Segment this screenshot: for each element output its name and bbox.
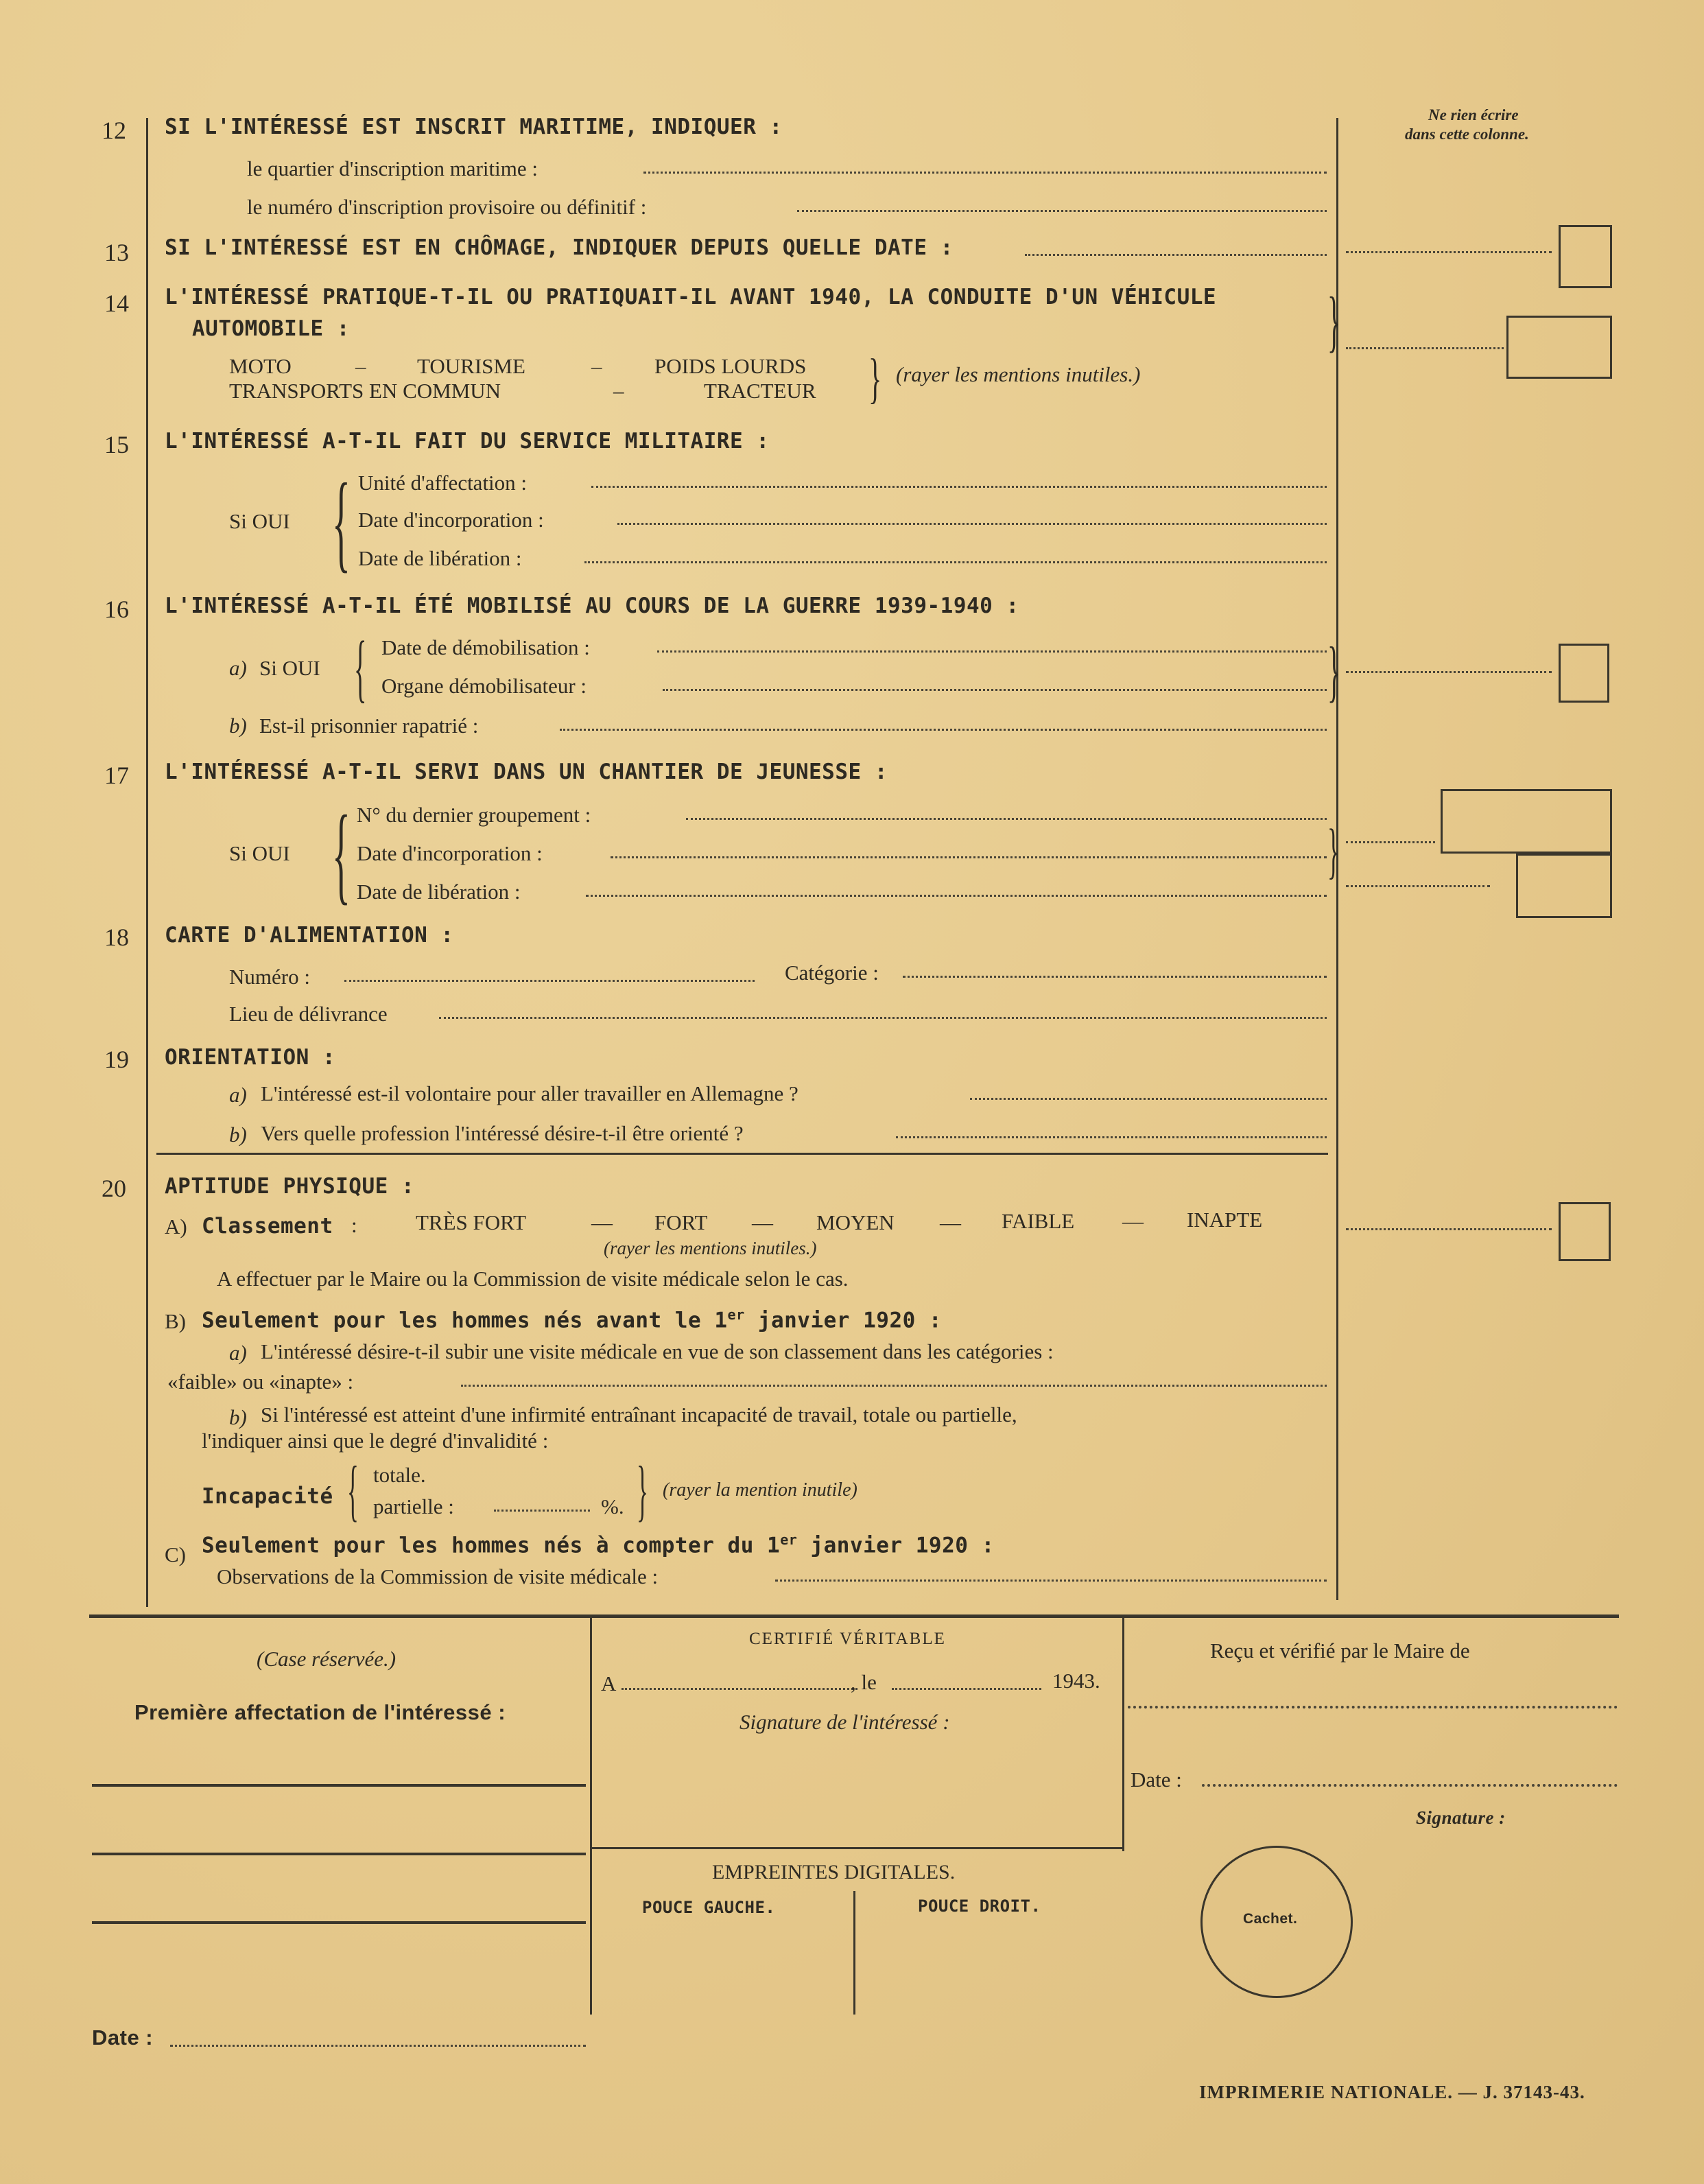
certifie-place-field[interactable]	[622, 1688, 857, 1690]
visite-medicale-question-line2: «faible» ou «inapte» :	[167, 1370, 354, 1394]
main-bottom-rule	[89, 1614, 1619, 1618]
section-19-b-letter: b)	[229, 1123, 247, 1147]
section-16-a-si-oui: Si OUI	[259, 656, 320, 680]
infirmite-line1: Si l'intéressé est atteint d'une infirmité entraînant incapacité de travail, totale ou partielle,	[261, 1402, 1017, 1426]
option-dash-1: —	[591, 1210, 613, 1234]
section-17-brace: {	[332, 792, 351, 915]
date-liberation-17-field[interactable]	[586, 895, 1327, 897]
pouce-droit-area[interactable]	[857, 1921, 1121, 2013]
section-12-number: 12	[102, 117, 126, 144]
section-15-number: 15	[104, 431, 129, 458]
empreintes-digitales: EMPREINTES DIGITALES.	[712, 1861, 956, 1883]
date-incorporation-15-field[interactable]	[617, 523, 1327, 525]
option-inapte: INAPTE	[1187, 1208, 1263, 1232]
margin-16-field[interactable]	[1346, 671, 1552, 673]
margin-13-field[interactable]	[1346, 251, 1552, 253]
section-16-b-letter: b)	[229, 714, 247, 738]
incapacite-totale: totale.	[373, 1463, 426, 1487]
prisonnier-rapatrie-label: Est-il prisonnier rapatrié :	[259, 714, 479, 738]
numero-field[interactable]	[344, 980, 755, 982]
margin-17-field-1[interactable]	[1346, 841, 1435, 843]
margin-14-field[interactable]	[1346, 347, 1504, 349]
vehicle-dash-3: –	[613, 379, 624, 403]
margin-20-field[interactable]	[1346, 1228, 1552, 1230]
option-dash-4: —	[1122, 1209, 1144, 1233]
certifie-a: A	[601, 1671, 617, 1695]
section-13-heading: SI L'INTÉRESSÉ EST EN CHÔMAGE, INDIQUER DEPUIS QUELLE DATE :	[165, 235, 954, 260]
incapacite-brace-right: }	[637, 1452, 648, 1528]
observations-label: Observations de la Commission de visite médicale :	[217, 1564, 659, 1588]
date-incorporation-15-label: Date d'incorporation :	[358, 508, 544, 532]
classement-label: Classement	[202, 1214, 333, 1238]
vehicle-tracteur: TRACTEUR	[704, 379, 816, 403]
section-15-heading: L'INTÉRESSÉ A-T-IL FAIT DU SERVICE MILITAIRE :	[165, 429, 770, 454]
classement-colon: :	[351, 1213, 357, 1237]
infirmite-line2: l'indiquer ainsi que le degré d'invalidité :	[202, 1429, 549, 1453]
incapacite-note: (rayer la mention inutile)	[663, 1479, 857, 1501]
section-13-number: 13	[104, 239, 129, 266]
vehicle-poids-lourds: POIDS LOURDS	[654, 354, 807, 378]
incapacite-percent-sign: %.	[601, 1494, 624, 1518]
premiere-affectation-label: Première affectation de l'intéressé :	[134, 1700, 506, 1724]
left-border-rule	[146, 118, 148, 1607]
unite-affectation-field[interactable]	[591, 486, 1327, 488]
organe-demobilisateur-field[interactable]	[663, 689, 1327, 691]
section-18-number: 18	[104, 924, 129, 951]
date-liberation-15-field[interactable]	[584, 561, 1327, 563]
section-14-heading-line1: L'INTÉRESSÉ PRATIQUE-T-IL OU PRATIQUAIT-IL AVANT 1940, LA CONDUITE D'UN VÉHICULE	[165, 285, 1217, 309]
demobilisation-date-field[interactable]	[657, 650, 1327, 653]
section-16-brace: {	[354, 626, 367, 709]
dernier-groupement-label: N° du dernier groupement :	[357, 803, 591, 827]
dernier-groupement-field[interactable]	[686, 818, 1327, 820]
section-16-right-brace: }	[1327, 633, 1341, 709]
section-18-heading: CARTE D'ALIMENTATION :	[165, 923, 454, 948]
vehicle-transports: TRANSPORTS EN COMMUN	[229, 379, 501, 403]
option-fort: FORT	[654, 1210, 708, 1234]
categorie-field[interactable]	[903, 976, 1327, 978]
profession-orientation-label: Vers quelle profession l'intéressé désire-t-il être orienté ?	[261, 1121, 744, 1145]
section-17-right-brace: }	[1327, 817, 1340, 885]
vehicle-tourisme: TOURISME	[417, 354, 525, 378]
section-19-20-divider	[156, 1153, 1328, 1155]
section-16-number: 16	[104, 596, 129, 623]
option-faible: FAIBLE	[1002, 1209, 1075, 1233]
section-19-number: 19	[104, 1046, 129, 1073]
organe-demobilisateur-label: Organe démobilisateur :	[381, 674, 587, 698]
date-incorporation-17-label: Date d'incorporation :	[357, 841, 543, 865]
certifie-le: , le	[851, 1670, 877, 1694]
empreintes-center-divider	[853, 1891, 855, 2015]
maritime-number-label: le numéro d'inscription provisoire ou définitif :	[247, 195, 647, 219]
margin-box-13[interactable]	[1559, 225, 1612, 288]
section-20-Bb-letter: b)	[229, 1405, 247, 1429]
date-right-field[interactable]	[1202, 1784, 1618, 1787]
incapacite-percent-field[interactable]	[494, 1510, 590, 1512]
unemployment-date-field[interactable]	[1025, 254, 1327, 256]
maritime-number-field[interactable]	[797, 210, 1327, 212]
prisonnier-rapatrie-field[interactable]	[560, 729, 1327, 731]
margin-note-line2: dans cette colonne.	[1405, 126, 1529, 143]
vehicle-dash-1: –	[355, 354, 366, 378]
classement-instruction: A effectuer par le Maire ou la Commission de visite médicale selon le cas.	[217, 1267, 849, 1291]
maritime-quarter-label: le quartier d'inscription maritime :	[247, 156, 538, 180]
certifie-year: 1943.	[1052, 1669, 1100, 1693]
certifie-date-field[interactable]	[892, 1688, 1041, 1690]
unite-affectation-label: Unité d'affectation :	[358, 471, 528, 495]
section-14-right-brace: }	[1327, 283, 1341, 359]
section-14-heading-line2: AUTOMOBILE :	[192, 316, 350, 341]
cachet-label: Cachet.	[1243, 1911, 1298, 1927]
bottom-right-divider	[1122, 1618, 1124, 1851]
observations-field[interactable]	[775, 1580, 1327, 1582]
visite-medicale-question-line1: L'intéressé désire-t-il subir une visite médicale en vue de son classement dans les catégories :	[261, 1339, 1054, 1363]
section-15-brace: {	[332, 460, 351, 583]
affectation-line-3	[92, 1921, 586, 1924]
maritime-quarter-field[interactable]	[643, 172, 1327, 174]
date-left-field[interactable]	[170, 2045, 586, 2047]
margin-box-17a[interactable]	[1441, 789, 1612, 854]
section-14-note: (rayer les mentions inutiles.)	[896, 362, 1141, 386]
date-right-label: Date :	[1131, 1768, 1182, 1792]
option-dash-2: —	[752, 1210, 773, 1234]
empreintes-top-rule	[591, 1847, 1124, 1849]
section-16-a-letter: a)	[229, 656, 247, 680]
margin-box-16[interactable]	[1559, 644, 1609, 703]
affectation-line-1	[92, 1784, 586, 1787]
section-19-heading: ORIENTATION :	[165, 1045, 336, 1070]
section-17-si-oui: Si OUI	[229, 841, 290, 865]
section-20-C-label: C)	[165, 1542, 186, 1566]
section-20-A-label: A)	[165, 1214, 187, 1238]
profession-orientation-field[interactable]	[896, 1136, 1327, 1138]
categorie-label: Catégorie :	[785, 961, 879, 985]
numero-label: Numéro :	[229, 965, 310, 989]
option-tres-fort: TRÈS FORT	[416, 1210, 526, 1234]
date-liberation-15-label: Date de libération :	[358, 546, 522, 570]
bottom-left-divider	[590, 1618, 592, 2015]
option-dash-3: —	[940, 1210, 961, 1234]
margin-17-field-2[interactable]	[1346, 885, 1490, 887]
date-left-label: Date :	[92, 2026, 154, 2050]
section-19-a-letter: a)	[229, 1083, 247, 1107]
demobilisation-date-label: Date de démobilisation :	[381, 635, 590, 659]
volontaire-allemagne-label: L'intéressé est-il volontaire pour aller travailler en Allemagne ?	[261, 1081, 798, 1105]
visite-medicale-field[interactable]	[461, 1385, 1327, 1387]
margin-box-20[interactable]	[1559, 1202, 1611, 1261]
pouce-gauche-area[interactable]	[594, 1921, 851, 2013]
section-14-brace: }	[868, 349, 882, 409]
certifie-veritable: CERTIFIÉ VÉRITABLE	[749, 1630, 946, 1648]
recu-verifie-label: Reçu et vérifié par le Maire de	[1210, 1639, 1470, 1663]
pouce-gauche-label: POUCE GAUCHE.	[642, 1898, 776, 1917]
vehicle-moto: MOTO	[229, 354, 292, 378]
imprimerie-nationale: IMPRIMERIE NATIONALE. — J. 37143-43.	[1199, 2082, 1585, 2102]
incapacite-brace-left: {	[347, 1452, 359, 1528]
date-liberation-17-label: Date de libération :	[357, 880, 521, 904]
classement-note: (rayer les mentions inutiles.)	[604, 1238, 817, 1258]
section-17-heading: L'INTÉRESSÉ A-T-IL SERVI DANS UN CHANTIER DE JEUNESSE :	[165, 760, 888, 784]
signature-interesse-label: Signature de l'intéressé :	[739, 1710, 950, 1734]
lieu-delivrance-field[interactable]	[439, 1017, 1327, 1019]
section-20-B-label: B)	[165, 1309, 186, 1333]
section-16-heading: L'INTÉRESSÉ A-T-IL ÉTÉ MOBILISÉ AU COURS DE LA GUERRE 1939-1940 :	[165, 594, 1019, 618]
incapacite-partielle: partielle :	[373, 1494, 454, 1518]
section-20-heading: APTITUDE PHYSIQUE :	[165, 1174, 415, 1199]
date-incorporation-17-field[interactable]	[611, 856, 1327, 858]
incapacite-label: Incapacité	[202, 1484, 333, 1509]
pouce-droit-label: POUCE DROIT.	[918, 1897, 1041, 1916]
section-20-C-heading: Seulement pour les hommes nés à compter du 1er janvier 1920 :	[202, 1531, 995, 1558]
section-20-number: 20	[102, 1175, 126, 1202]
volontaire-allemagne-field[interactable]	[970, 1098, 1327, 1100]
signature-maire-label: Signature :	[1416, 1807, 1506, 1828]
section-20-Ba-letter: a)	[229, 1341, 247, 1365]
margin-box-17b[interactable]	[1516, 854, 1612, 918]
section-14-number: 14	[104, 290, 129, 317]
vehicle-dash-2: –	[591, 354, 602, 378]
lieu-delivrance-label: Lieu de délivrance	[229, 1002, 388, 1026]
section-12-heading: SI L'INTÉRESSÉ EST INSCRIT MARITIME, INDIQUER :	[165, 115, 783, 139]
affectation-line-2	[92, 1853, 586, 1855]
margin-note-line1: Ne rien écrire	[1428, 106, 1519, 124]
section-20-B-heading: Seulement pour les hommes nés avant le 1er janvier 1920 :	[202, 1306, 943, 1333]
option-moyen: MOYEN	[816, 1210, 895, 1234]
section-15-si-oui: Si OUI	[229, 509, 290, 533]
case-reservee: (Case réservée.)	[257, 1647, 397, 1671]
section-17-number: 17	[104, 762, 129, 789]
maire-commune-field[interactable]	[1128, 1706, 1618, 1709]
margin-box-14[interactable]	[1506, 316, 1612, 379]
